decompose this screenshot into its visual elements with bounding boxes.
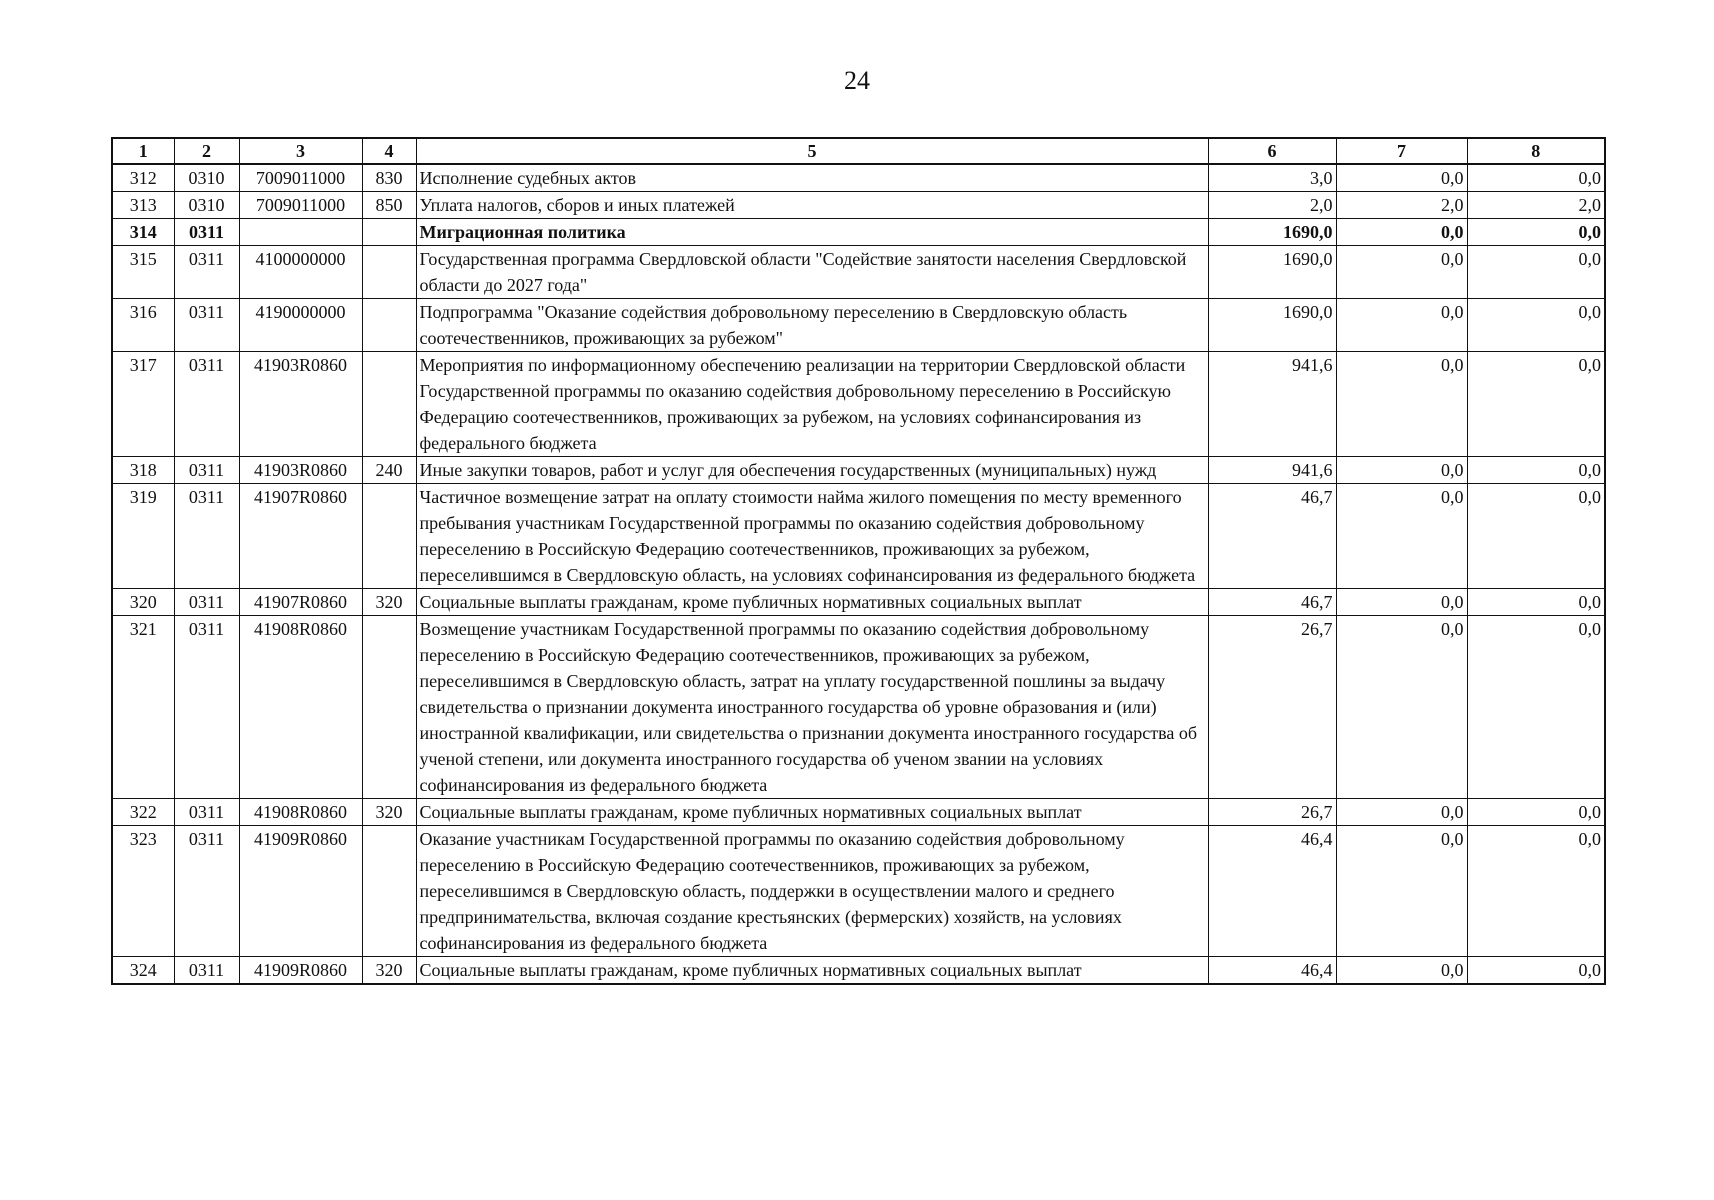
amount-col6-cell: 3,0 <box>1208 164 1336 192</box>
row-number-cell: 317 <box>112 352 174 457</box>
target-article-cell: 41907R0860 <box>239 589 362 616</box>
section-code-cell: 0311 <box>174 589 239 616</box>
amount-col7-cell: 2,0 <box>1336 192 1467 219</box>
table-row <box>112 299 1605 352</box>
amount-col6-cell: 1690,0 <box>1208 246 1336 299</box>
expense-type-cell <box>362 352 416 457</box>
amount-col6-cell: 46,7 <box>1208 589 1336 616</box>
item-name-cell: Социальные выплаты гражданам, кроме публичных нормативных социальных выплат <box>416 799 1208 826</box>
row-number-cell: 316 <box>112 299 174 352</box>
target-article-cell: 4100000000 <box>239 246 362 299</box>
table-row <box>112 246 1605 299</box>
section-code-cell: 0311 <box>174 616 239 799</box>
amount-col6-cell: 2,0 <box>1208 192 1336 219</box>
row-number-cell: 313 <box>112 192 174 219</box>
row-number-cell: 312 <box>112 164 174 192</box>
amount-col6-cell: 26,7 <box>1208 799 1336 826</box>
target-article-cell: 41903R0860 <box>239 352 362 457</box>
column-header: 6 <box>1208 138 1336 164</box>
item-name-cell: Миграционная политика <box>416 219 1208 246</box>
table-header-row <box>112 138 1605 164</box>
item-name-cell: Частичное возмещение затрат на оплату стоимости найма жилого помещения по месту временного пребывания участникам Государственной программы по оказанию содействия добровольному переселению в Российскую Федерацию соотечественников, проживающих за рубежом, переселившимся в Свердловскую область, на условиях софинансирования из федерального бюджета <box>416 484 1208 589</box>
table-row <box>112 352 1605 457</box>
column-header: 3 <box>239 138 362 164</box>
row-number-cell: 318 <box>112 457 174 484</box>
target-article-cell: 41909R0860 <box>239 957 362 985</box>
item-name-cell: Мероприятия по информационному обеспечению реализации на территории Свердловской области Государственной программы по оказанию содействия добровольному переселению в Российскую Федерацию соотечественников, проживающих за рубежом, на условиях софинансирования из федерального бюджета <box>416 352 1208 457</box>
expense-type-cell <box>362 616 416 799</box>
section-code-cell: 0310 <box>174 164 239 192</box>
section-code-cell: 0311 <box>174 457 239 484</box>
amount-col7-cell: 0,0 <box>1336 457 1467 484</box>
amount-col8-cell: 0,0 <box>1467 799 1605 826</box>
amount-col6-cell: 46,4 <box>1208 826 1336 957</box>
target-article-cell: 41907R0860 <box>239 484 362 589</box>
item-name-cell: Социальные выплаты гражданам, кроме публичных нормативных социальных выплат <box>416 957 1208 985</box>
table-row <box>112 799 1605 826</box>
section-code-cell: 0311 <box>174 352 239 457</box>
amount-col7-cell: 0,0 <box>1336 246 1467 299</box>
section-code-cell: 0311 <box>174 484 239 589</box>
column-header: 2 <box>174 138 239 164</box>
table-row <box>112 589 1605 616</box>
table-row <box>112 164 1605 192</box>
amount-col7-cell: 0,0 <box>1336 616 1467 799</box>
item-name-cell: Исполнение судебных актов <box>416 164 1208 192</box>
section-code-cell: 0311 <box>174 957 239 985</box>
expense-type-cell: 830 <box>362 164 416 192</box>
expense-type-cell: 320 <box>362 957 416 985</box>
section-code-cell: 0310 <box>174 192 239 219</box>
row-number-cell: 315 <box>112 246 174 299</box>
amount-col8-cell: 0,0 <box>1467 246 1605 299</box>
amount-col8-cell: 2,0 <box>1467 192 1605 219</box>
item-name-cell: Возмещение участникам Государственной программы по оказанию содействия добровольному переселению в Российскую Федерацию соотечественников, проживающих за рубежом, переселившимся в Свердловскую область, затрат на уплату государственной пошлины за выдачу свидетельства о признании документа иностранного государства об уровне образования и (или) иностранной квалификации, или свидетельства о признании документа иностранного государства об ученой степени, или документа иностранного государства об ученом звании на условиях софинансирования из федерального бюджета <box>416 616 1208 799</box>
section-code-cell: 0311 <box>174 246 239 299</box>
amount-col8-cell: 0,0 <box>1467 589 1605 616</box>
target-article-cell: 41909R0860 <box>239 826 362 957</box>
expense-type-cell <box>362 219 416 246</box>
amount-col8-cell: 0,0 <box>1467 457 1605 484</box>
amount-col8-cell: 0,0 <box>1467 164 1605 192</box>
item-name-cell: Социальные выплаты гражданам, кроме публичных нормативных социальных выплат <box>416 589 1208 616</box>
section-code-cell: 0311 <box>174 826 239 957</box>
row-number-cell: 319 <box>112 484 174 589</box>
expense-type-cell: 320 <box>362 589 416 616</box>
amount-col6-cell: 941,6 <box>1208 457 1336 484</box>
table-row <box>112 219 1605 246</box>
budget-table <box>111 137 1606 985</box>
target-article-cell: 7009011000 <box>239 164 362 192</box>
expense-type-cell: 850 <box>362 192 416 219</box>
target-article-cell: 7009011000 <box>239 192 362 219</box>
amount-col8-cell: 0,0 <box>1467 826 1605 957</box>
row-number-cell: 320 <box>112 589 174 616</box>
amount-col7-cell: 0,0 <box>1336 799 1467 826</box>
amount-col8-cell: 0,0 <box>1467 299 1605 352</box>
amount-col7-cell: 0,0 <box>1336 299 1467 352</box>
column-header: 1 <box>112 138 174 164</box>
row-number-cell: 321 <box>112 616 174 799</box>
amount-col7-cell: 0,0 <box>1336 219 1467 246</box>
table-row <box>112 616 1605 799</box>
amount-col7-cell: 0,0 <box>1336 484 1467 589</box>
amount-col8-cell: 0,0 <box>1467 484 1605 589</box>
expense-type-cell <box>362 484 416 589</box>
amount-col6-cell: 1690,0 <box>1208 299 1336 352</box>
column-header: 7 <box>1336 138 1467 164</box>
table-row <box>112 826 1605 957</box>
item-name-cell: Иные закупки товаров, работ и услуг для обеспечения государственных (муниципальных) нужд <box>416 457 1208 484</box>
row-number-cell: 314 <box>112 219 174 246</box>
table-row <box>112 484 1605 589</box>
amount-col6-cell: 1690,0 <box>1208 219 1336 246</box>
target-article-cell: 4190000000 <box>239 299 362 352</box>
item-name-cell: Подпрограмма "Оказание содействия добровольному переселению в Свердловскую область соотечественников, проживающих за рубежом" <box>416 299 1208 352</box>
amount-col6-cell: 26,7 <box>1208 616 1336 799</box>
target-article-cell <box>239 219 362 246</box>
column-header: 5 <box>416 138 1208 164</box>
amount-col7-cell: 0,0 <box>1336 164 1467 192</box>
row-number-cell: 323 <box>112 826 174 957</box>
amount-col6-cell: 46,7 <box>1208 484 1336 589</box>
target-article-cell: 41908R0860 <box>239 616 362 799</box>
amount-col7-cell: 0,0 <box>1336 826 1467 957</box>
expense-type-cell: 240 <box>362 457 416 484</box>
section-code-cell: 0311 <box>174 299 239 352</box>
expense-type-cell <box>362 246 416 299</box>
section-code-cell: 0311 <box>174 219 239 246</box>
item-name-cell: Оказание участникам Государственной программы по оказанию содействия добровольному переселению в Российскую Федерацию соотечественников, проживающих за рубежом, переселившимся в Свердловскую область, поддержки в осуществлении малого и среднего предпринимательства, включая создание крестьянских (фермерских) хозяйств, на условиях софинансирования из федерального бюджета <box>416 826 1208 957</box>
row-number-cell: 322 <box>112 799 174 826</box>
item-name-cell: Государственная программа Свердловской области "Содействие занятости населения Свердловской области до 2027 года" <box>416 246 1208 299</box>
section-code-cell: 0311 <box>174 799 239 826</box>
target-article-cell: 41903R0860 <box>239 457 362 484</box>
target-article-cell: 41908R0860 <box>239 799 362 826</box>
table-row <box>112 192 1605 219</box>
expense-type-cell <box>362 299 416 352</box>
table-row <box>112 957 1605 985</box>
amount-col6-cell: 941,6 <box>1208 352 1336 457</box>
item-name-cell: Уплата налогов, сборов и иных платежей <box>416 192 1208 219</box>
amount-col8-cell: 0,0 <box>1467 352 1605 457</box>
amount-col8-cell: 0,0 <box>1467 957 1605 985</box>
amount-col7-cell: 0,0 <box>1336 589 1467 616</box>
page-number: 24 <box>844 66 870 95</box>
amount-col8-cell: 0,0 <box>1467 616 1605 799</box>
table-body <box>112 164 1605 984</box>
amount-col7-cell: 0,0 <box>1336 352 1467 457</box>
column-header: 4 <box>362 138 416 164</box>
expense-type-cell: 320 <box>362 799 416 826</box>
amount-col6-cell: 46,4 <box>1208 957 1336 985</box>
amount-col7-cell: 0,0 <box>1336 957 1467 985</box>
column-header: 8 <box>1467 138 1605 164</box>
expense-type-cell <box>362 826 416 957</box>
table-row <box>112 457 1605 484</box>
row-number-cell: 324 <box>112 957 174 985</box>
amount-col8-cell: 0,0 <box>1467 219 1605 246</box>
